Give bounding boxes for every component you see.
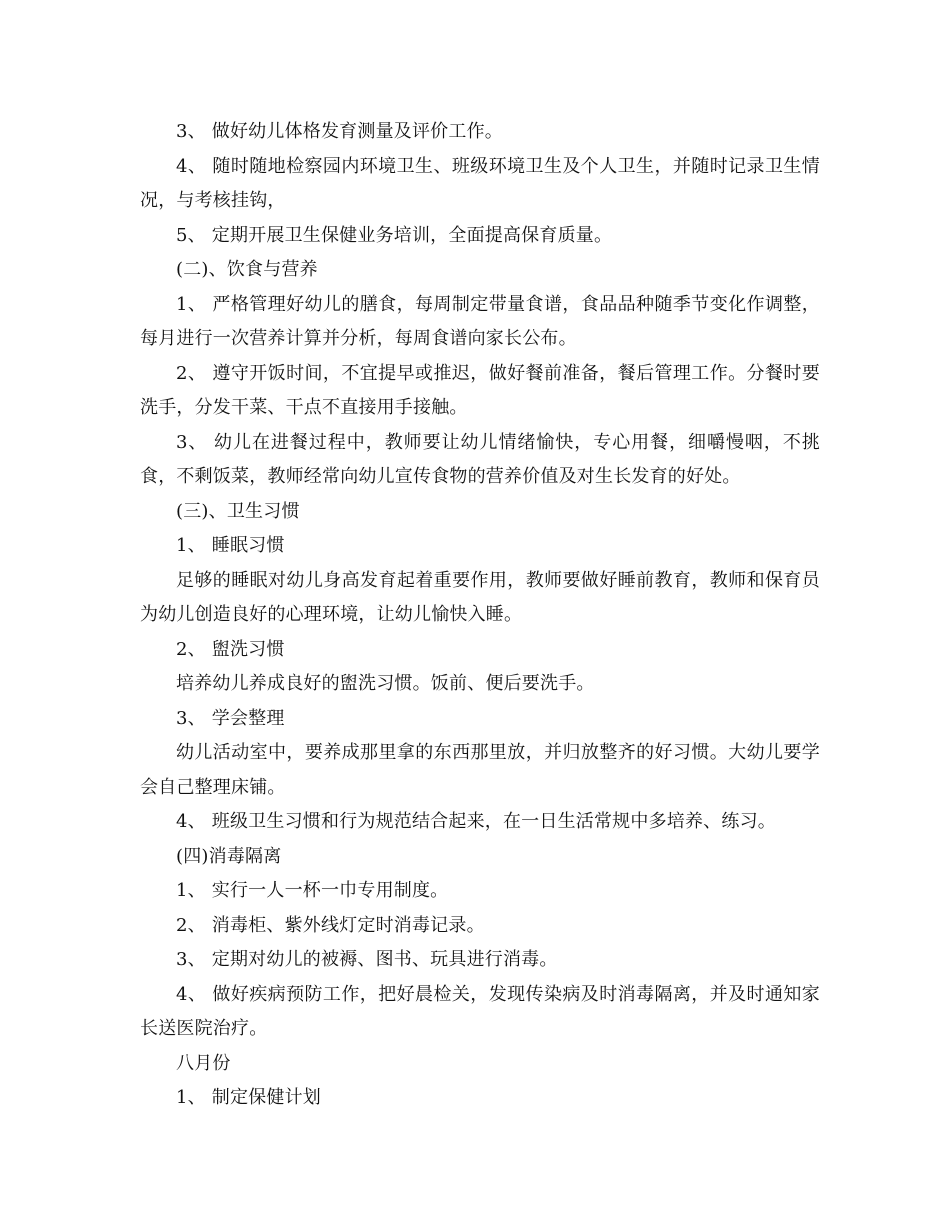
subheading-washing-habits: 2、 盥洗习惯 [176,638,285,660]
paragraph-class-hygiene-habits: 4、 班级卫生习惯和行为规范结合起来，在一日生活常规中多培养、练习。 [176,811,776,832]
paragraph-diet-item-2: 2、 遵守开饭时间，不宜提早或推迟，做好餐前准备，餐后管理工作。分餐时要洗手，分发干菜、干点不直接用手接触。 [140,362,820,418]
subheading-organizing: 3、 学会整理 [176,707,285,729]
paragraph-organizing-description: 幼儿活动室中，要养成那里拿的东西那里放，并归放整齐的好习惯。大幼儿要学会自己整理床铺。 [140,742,820,798]
paragraph-disinfection-item-4: 4、 做好疾病预防工作，把好晨检关，发现传染病及时消毒隔离，并及时通知家长送医院治疗。 [140,983,820,1039]
paragraph-diet-item-1: 1、 严格管理好幼儿的膳食，每周制定带量食谱，食品品种随季节变化作调整，每月进行一次营养计算并分析，每周食谱向家长公布。 [140,293,820,349]
paragraph-august-item-1: 1、 制定保健计划 [176,1087,321,1108]
section-heading-hygiene-habits: (三)、卫生习惯 [176,500,300,522]
paragraph-washing-description: 培养幼儿养成良好的盥洗习惯。饭前、便后要洗手。 [176,673,595,694]
paragraph-disinfection-item-3: 3、 定期对幼儿的被褥、图书、玩具进行消毒。 [176,949,558,970]
paragraph-item-5-training: 5、 定期开展卫生保健业务培训，全面提高保育质量。 [176,224,613,246]
paragraph-sleep-description: 足够的睡眠对幼儿身高发育起着重要作用，教师要做好睡前教育，教师和保育员为幼儿创造良好的心理环境，让幼儿愉快入睡。 [140,569,820,625]
section-heading-august: 八月份 [176,1052,231,1074]
paragraph-diet-item-3: 3、 幼儿在进餐过程中，教师要让幼儿情绪愉快，专心用餐，细嚼慢咽，不挑食，不剩饭菜，教师经常向幼儿宣传食物的营养价值及对生长发育的好处。 [140,431,820,487]
paragraph-item-4-hygiene-inspection: 4、 随时随地检察园内环境卫生、班级环境卫生及个人卫生，并随时记录卫生情况，与考核挂钩， [140,155,820,211]
paragraph-disinfection-item-1: 1、 实行一人一杯一巾专用制度。 [176,880,449,901]
section-heading-disinfection-isolation: (四)消毒隔离 [176,845,282,867]
paragraph-disinfection-item-2: 2、 消毒柜、紫外线灯定时消毒记录。 [176,914,485,936]
subheading-sleep-habits: 1、 睡眠习惯 [176,535,285,556]
paragraph-item-3-growth-measurement: 3、 做好幼儿体格发育测量及评价工作。 [176,121,503,142]
document-body [140,115,820,1116]
section-heading-diet-nutrition: (二)、饮食与营养 [176,259,318,280]
